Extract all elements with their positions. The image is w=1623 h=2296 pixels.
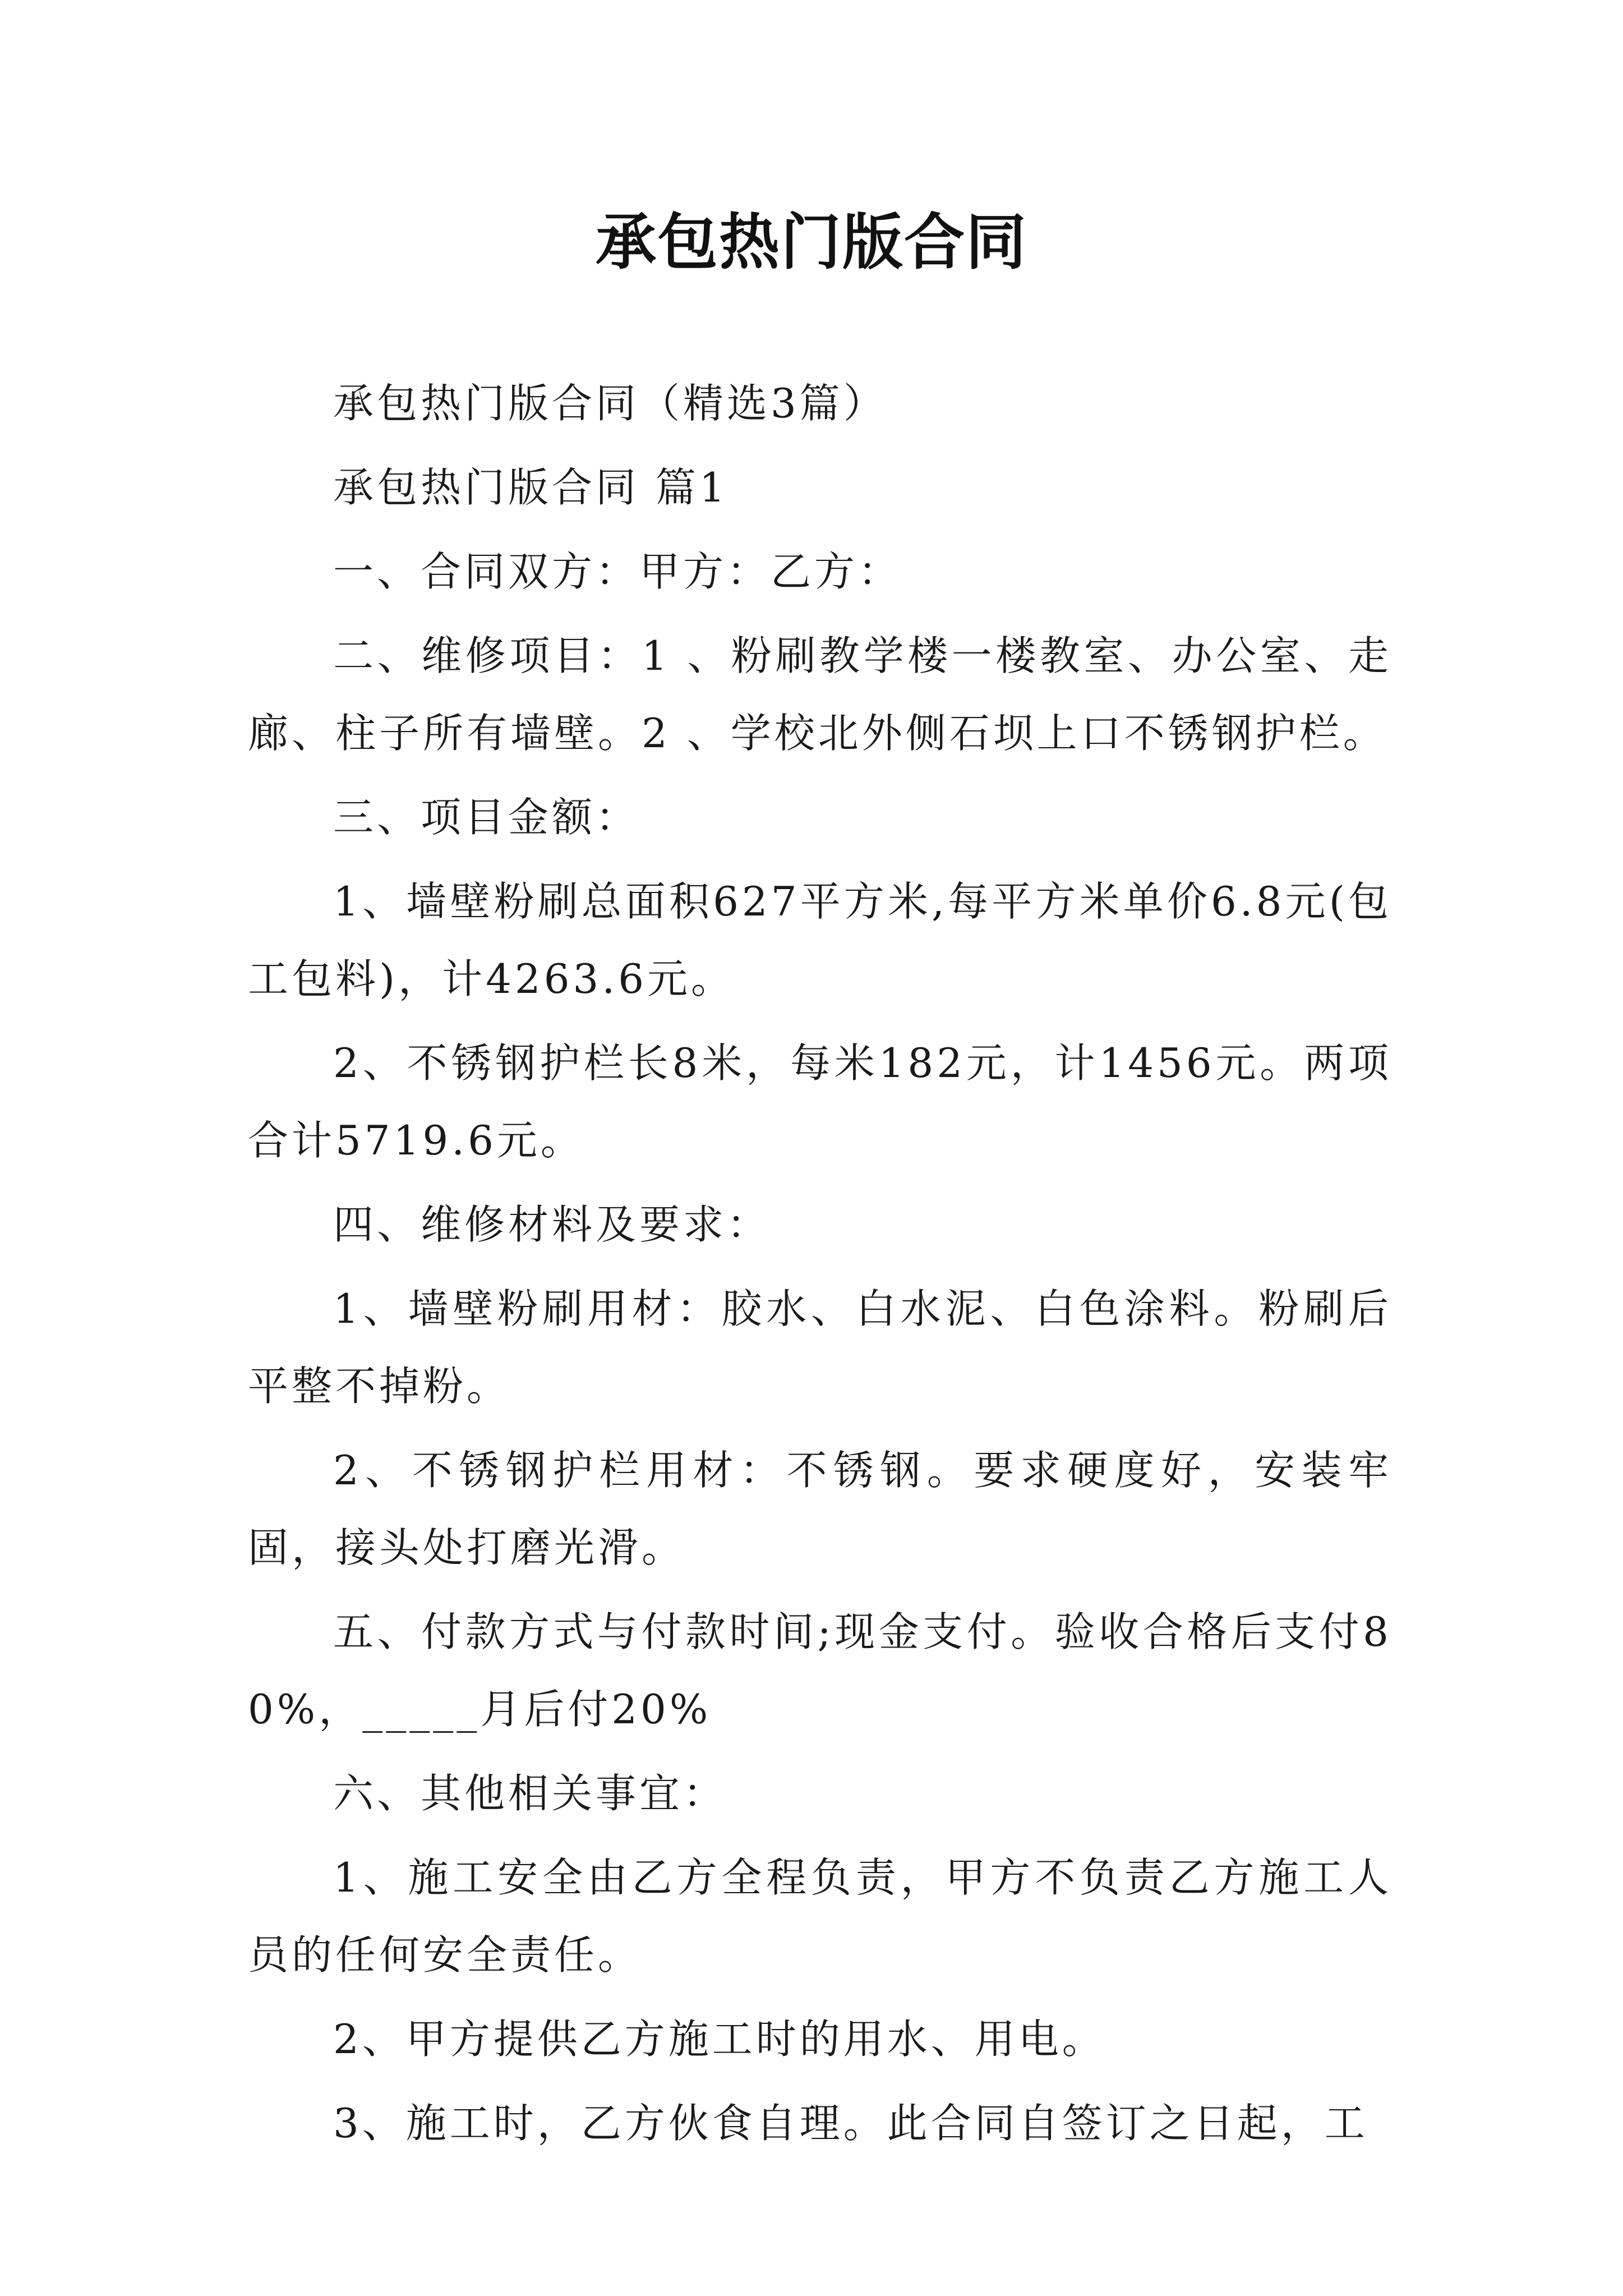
paragraph-amount-wall: 1、墙壁粉刷总面积627平方米,每平方米单价6.8元(包工包料)，计4263.6元。 [248, 878, 1392, 1002]
paragraph-other-utilities: 2、甲方提供乙方施工时的用水、用电。 [333, 2016, 1106, 2063]
paragraph-parties: 一、合同双方：甲方：乙方： [333, 548, 902, 595]
paragraph-materials-railing: 2、不锈钢护栏用材：不锈钢。要求硬度好，安装牢固，接头处打磨光滑。 [248, 1447, 1392, 1571]
paragraph-amount-railing: 2、不锈钢护栏长8米，每米182元，计1456元。两项合计5719.6元。 [248, 1039, 1392, 1164]
document-body [248, 365, 1392, 2169]
paragraph-payment: 五、付款方式与付款时间;现金支付。验收合格后支付80%，_____月后付20% [248, 1608, 1392, 1733]
paragraph-other-heading: 六、其他相关事宜： [333, 1770, 727, 1817]
paragraph-intro: 承包热门版合同（精选3篇） [333, 380, 887, 427]
paragraph-other-meals: 3、施工时，乙方伙食自理。此合同自签订之日起，工 [333, 2100, 1368, 2147]
paragraph-materials-wall: 1、墙壁粉刷用材：胶水、白水泥、白色涂料。粉刷后平整不掉粉。 [248, 1285, 1392, 1410]
paragraph-materials-heading: 四、维修材料及要求： [333, 1201, 771, 1248]
paragraph-other-safety: 1、施工安全由乙方全程负责，甲方不负责乙方施工人员的任何安全责任。 [248, 1854, 1392, 1978]
document-title: 承包热门版合同 [595, 207, 1027, 278]
paragraph-amount-heading: 三、项目金额： [333, 794, 640, 841]
paragraph-repair-items: 二、维修项目：1 、粉刷教学楼一楼教室、办公室、走廊、柱子所有墙壁。2 、学校北外侧石坝上口不锈钢护栏。 [248, 632, 1392, 757]
paragraph-section-heading: 承包热门版合同 篇1 [333, 464, 728, 511]
